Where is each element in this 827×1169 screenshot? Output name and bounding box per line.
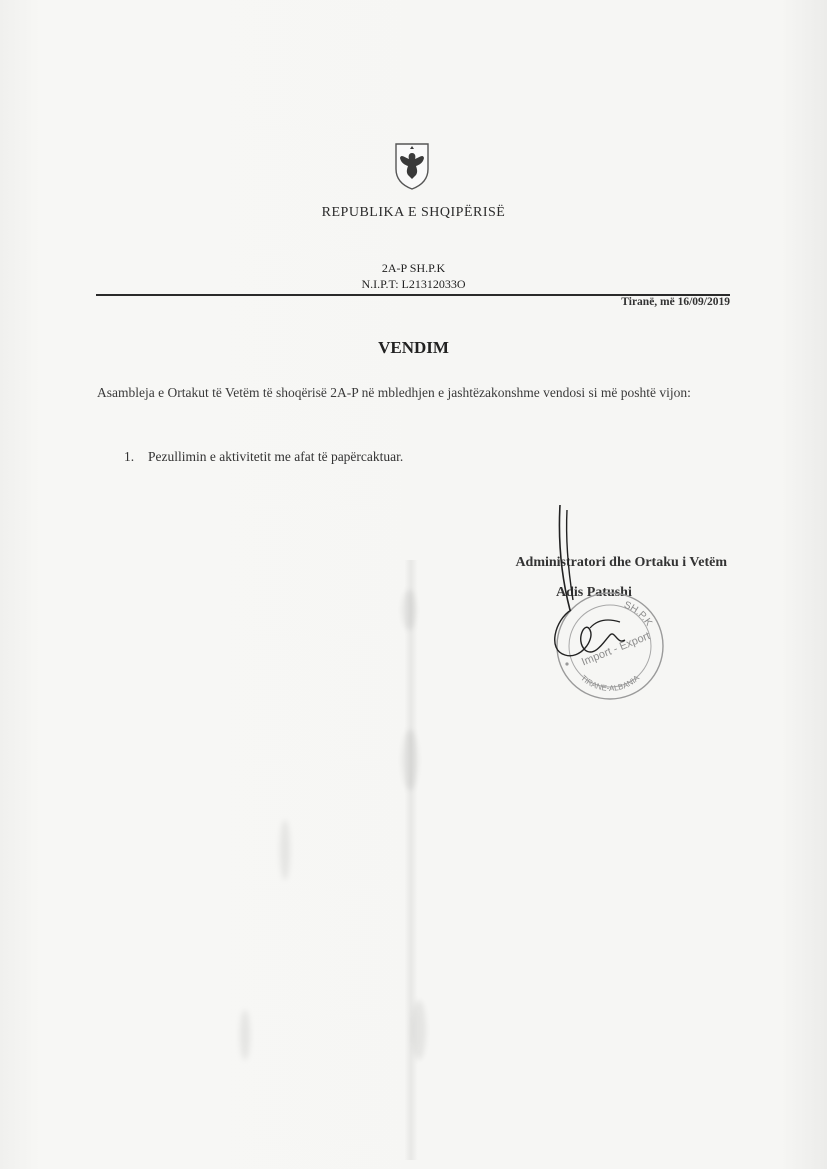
stamp-bottom-text: TIRANE-ALBANIA <box>578 673 642 693</box>
list-item <box>124 449 403 465</box>
scan-smudge <box>402 590 416 630</box>
country-heading: REPUBLIKA E SHQIPËRISË <box>321 205 506 220</box>
list-item-number: 1. <box>124 449 135 464</box>
handwritten-signature <box>535 500 645 680</box>
company-nipt: N.I.P.T: L21312033O <box>361 277 466 291</box>
document-body: Asambleja e Ortakut të Vetëm të shoqërisë 2A-P në mbledhjen e jashtëzakonshme vendosi si më poshtë vijon: <box>97 385 691 400</box>
signatory-name: Adis Patushi <box>556 585 632 600</box>
signatory-role: Administratori dhe Ortaku i Vetëm <box>515 555 727 570</box>
scan-smudge <box>412 1000 426 1060</box>
stamp-middle-text: Import - Export <box>579 630 652 669</box>
scan-smudge <box>280 820 290 880</box>
company-name: 2A-P SH.P.K <box>381 261 446 275</box>
albanian-eagle-emblem-icon <box>392 141 432 191</box>
document-title: VENDIM <box>378 338 449 357</box>
document-date: Tiranë, më 16/09/2019 <box>621 296 730 308</box>
scan-smudge <box>402 730 418 790</box>
scan-smudge <box>240 1010 250 1060</box>
stamp-top-text: SH.P.K <box>622 599 654 629</box>
page-fold-shadow <box>404 560 418 1160</box>
list-item-text: Pezullimin e aktivitetit me afat të papërcaktuar. <box>148 449 404 464</box>
